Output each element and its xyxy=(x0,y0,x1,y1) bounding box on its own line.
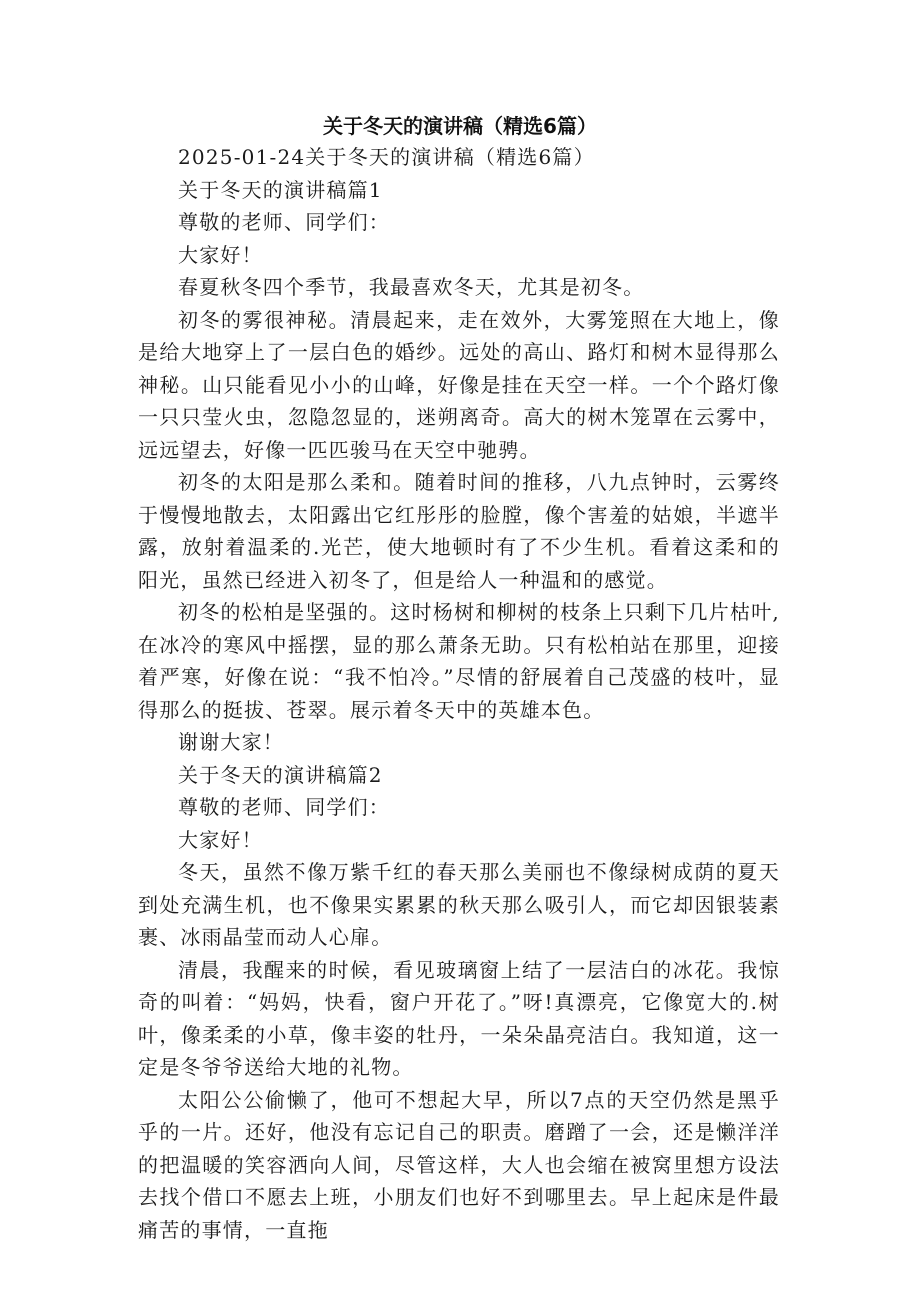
salutation: 尊敬的老师、同学们： xyxy=(178,210,390,234)
document-title: 关于冬天的演讲稿（精选6篇） xyxy=(323,114,597,138)
section-heading-2: 关于冬天的演讲稿篇2 xyxy=(178,762,383,787)
greeting: 大家好！ xyxy=(178,242,263,267)
paragraph: 初冬的雾很神秘。清晨起来，走在效外，大雾笼照在大地上，像是给大地穿上了一层白色的婚纱。远处的高山、路灯和树木显得那么神秘。山只能看见小小的山峰，好像是挂在天空一样。一个个路灯像一只只莹火虫，忽隐忽显的，迷朔离奇。高大的树木笼罩在云雾中，远远望去，好像一匹匹骏马在天空中驰骋。 xyxy=(138,307,780,462)
section-heading-1: 关于冬天的演讲稿篇1 xyxy=(178,177,383,202)
closing: 谢谢大家！ xyxy=(178,730,284,754)
paragraph: 春夏秋冬四个季节，我最喜欢冬天，尤其是初冬。 xyxy=(178,275,645,299)
date-line: 2025-01-24关于冬天的演讲稿（精选6篇） xyxy=(178,145,595,169)
salutation: 尊敬的老师、同学们： xyxy=(178,795,390,819)
greeting: 大家好！ xyxy=(178,827,263,852)
paragraph: 太阳公公偷懒了，他可不想起大早，所以7点的天空仍然是黑乎乎的一片。还好，他没有忘记自己的职责。磨蹭了一会，还是懒洋洋的把温暖的笑容洒向人间，尽管这样，大人也会缩在被窝里想方设法去找个借口不愿去上班，小朋友们也好不到哪里去。早上起床是件最痛苦的事情，一直拖 xyxy=(138,1087,780,1242)
paragraph: 初冬的松柏是坚强的。这时杨树和柳树的枝条上只剩下几片枯叶,在冰冷的寒风中摇摆，显的那么萧条无助。只有松柏站在那里，迎接着严寒，好像在说：“我不怕冷。”尽情的舒展着自己茂盛的枝叶，显得那么的挺拔、苍翠。展示着冬天中的英雄本色。 xyxy=(138,600,780,722)
document-body xyxy=(138,141,780,1246)
paragraph: 冬天，虽然不像万紫千红的春天那么美丽也不像绿树成荫的夏天到处充满生机，也不像果实累累的秋天那么吸引人，而它却因银装素裹、冰雨晶莹而动人心扉。 xyxy=(138,860,780,949)
paragraph: 清晨，我醒来的时候，看见玻璃窗上结了一层洁白的冰花。我惊奇的叫着：“妈妈，快看，窗户开花了。”呀!真漂亮，它像宽大的.树叶，像柔柔的小草，像丰姿的牡丹，一朵朵晶亮洁白。我知道，这一定是冬爷爷送给大地的礼物。 xyxy=(138,957,780,1079)
paragraph: 初冬的太阳是那么柔和。随着时间的推移，八九点钟时，云雾终于慢慢地散去，太阳露出它红彤彤的脸膛，像个害羞的姑娘，半遮半露，放射着温柔的.光芒，使大地顿时有了不少生机。看着这柔和的阳光，虽然已经进入初冬了，但是给人一种温和的感觉。 xyxy=(138,470,780,592)
